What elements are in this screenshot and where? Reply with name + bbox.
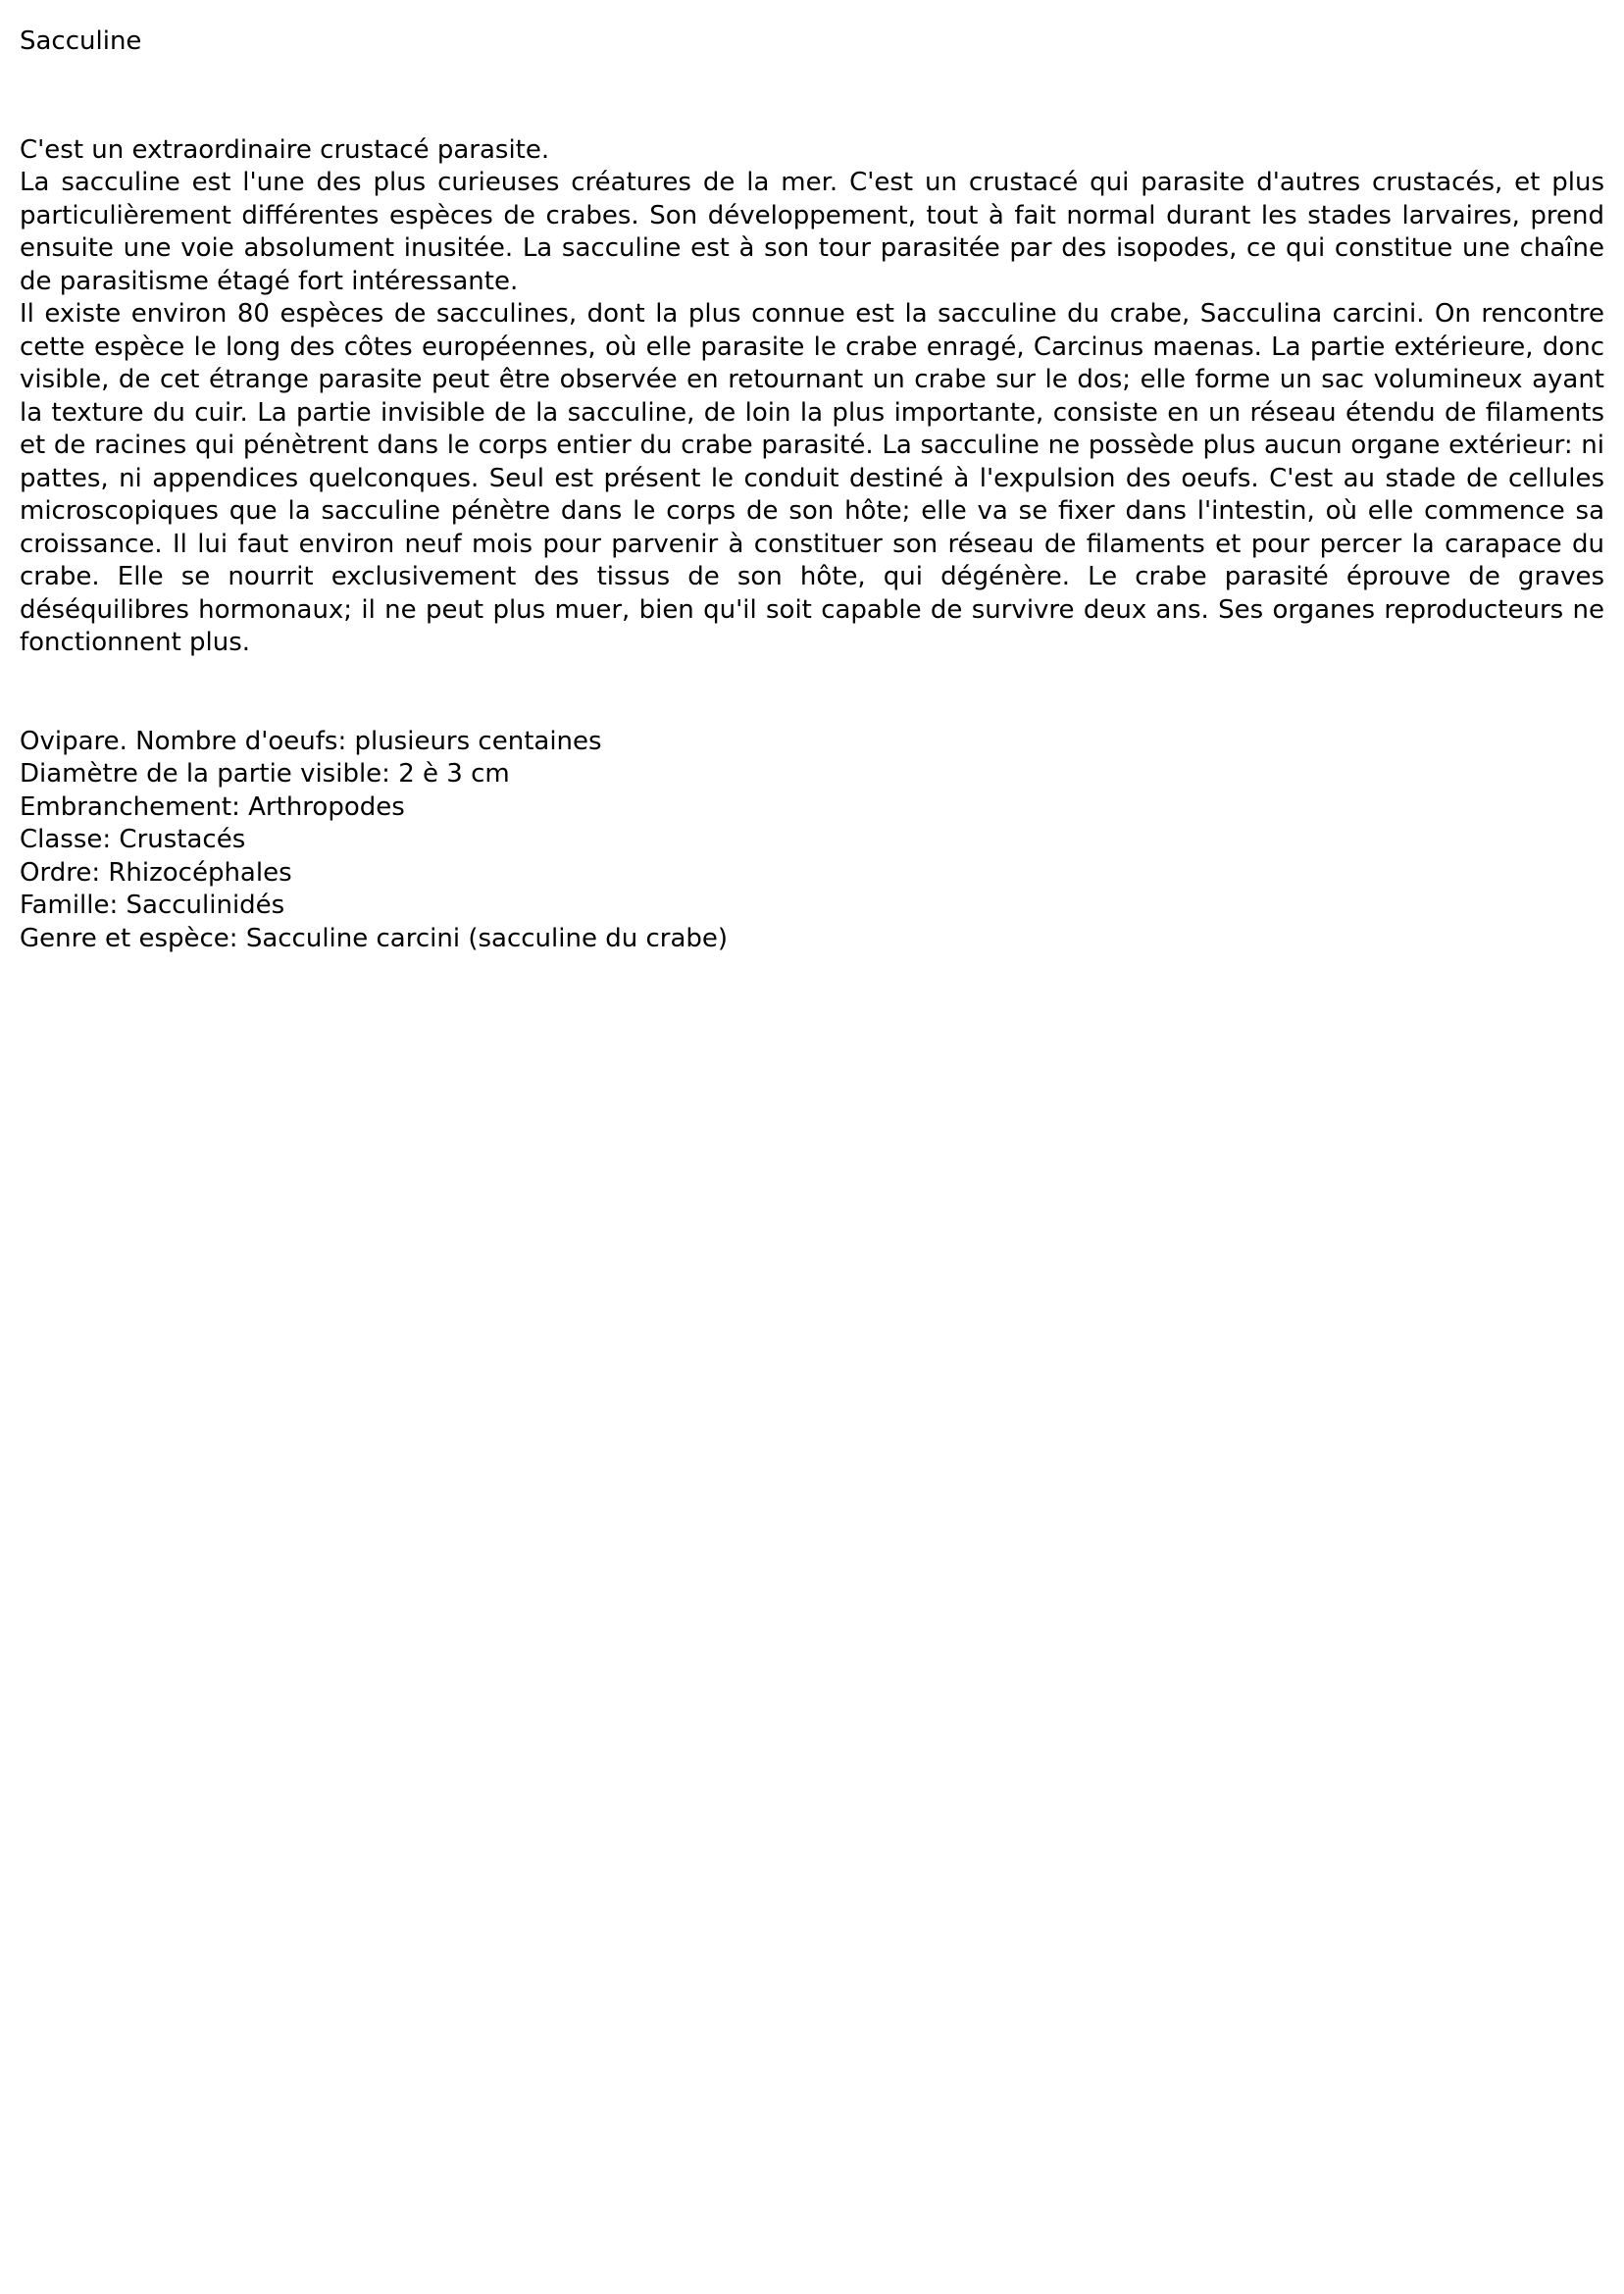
intro-paragraph: C'est un extraordinaire crustacé parasite. [20, 134, 550, 165]
document-title: Sacculine [20, 26, 142, 56]
fact-family: Famille: Sacculinidés [20, 891, 285, 920]
fact-class: Classe: Crustacés [20, 825, 246, 854]
description-paragraph: La sacculine est l'une des plus curieuses créatures de la mer. C'est un crustacé qui parasite d'autres crustacés, et plus particulièrement différentes espèces de crabes. Son développement, tout à fait normal durant les stades larvaires, prend ensuite une voie absolument inusitée. La sacculine est à son tour parasitée par des isopodes, ce qui constitue une chaîne de parasitisme étagé fort intéressante. [20, 168, 1604, 296]
document-body [20, 134, 1604, 660]
fact-reproduction: Ovipare. Nombre d'oeufs: plusieurs centaines [20, 726, 602, 756]
details-paragraph: Il existe environ 80 espèces de sacculines, dont la plus connue est la sacculine du crabe, Sacculina carcini. On rencontre cette espèce le long des côtes européennes, où elle parasite le crabe enragé, Carcinus maenas. La partie extérieure, donc visible, de cet étrange parasite peut être observée en retournant un crabe sur le dos; elle forme un sac volumineux ayant la texture du cuir. La partie invisible de la sacculine, de loin la plus importante, consiste en un réseau étendu de filaments et de racines qui pénètrent dans le corps entier du crabe parasité. La sacculine ne possède plus aucun organe extérieur: ni pattes, ni appendices quelconques. Seul est présent le conduit destiné à l'expulsion des oeufs. C'est au stade de cellules microscopiques que la sacculine pénètre dans le corps de son hôte; elle va se fixer dans l'intestin, où elle commence sa croissance. Il lui faut environ neuf mois pour parvenir à constituer son réseau de filaments et pour percer la carapace du crabe. Elle se nourrit exclusivement des tissus de son hôte, qui dégénère. Le crabe parasité éprouve de graves déséquilibres hormonaux; il ne peut plus muer, bien qu'il soit capable de survivre deux ans. Ses organes reproducteurs ne fonctionnent plus. [20, 299, 1604, 657]
document-page [20, 25, 1604, 955]
fact-diameter: Diamètre de la partie visible: 2 è 3 cm [20, 759, 510, 789]
fact-order: Ordre: Rhizocéphales [20, 857, 292, 888]
facts-list [20, 726, 1604, 956]
fact-species: Genre et espèce: Sacculine carcini (sacculine du crabe) [20, 923, 729, 953]
fact-phylum: Embranchement: Arthropodes [20, 791, 405, 822]
